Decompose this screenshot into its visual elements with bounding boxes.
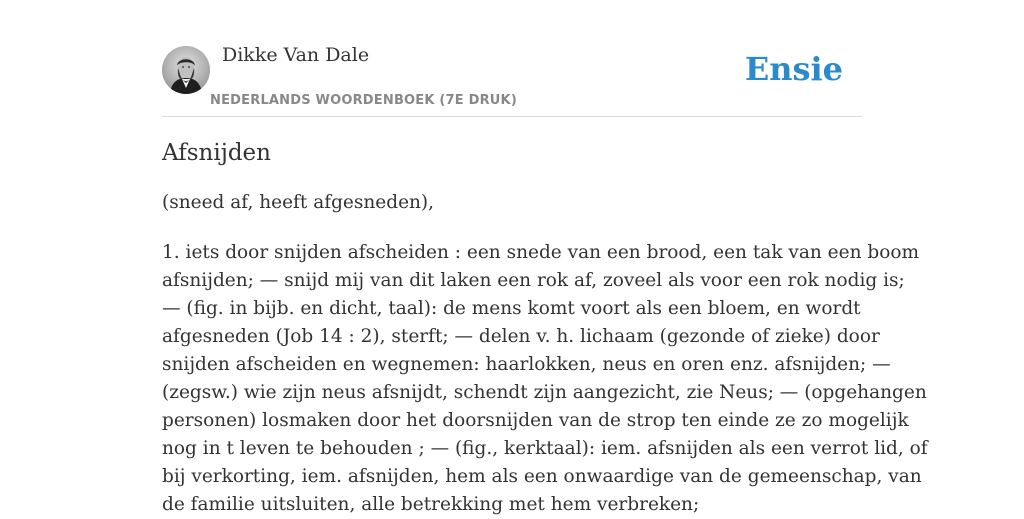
header [162,0,862,117]
definition-line: afgesneden (Job 14 : 2), sterft; — delen v. h. lichaam (gezonde of zieke) door [162,326,880,347]
definition-line: (zegsw.) wie zijn neus afsnijdt, schendt zijn aangezicht, zie Neus; — (opgehangen [162,382,927,403]
page [162,0,928,515]
definition-line: snijden afscheiden en wegnemen: haarlokken, neus en oren enz. afsnijden; — [162,354,891,375]
definition-line: afsnijden; — snijd mij van dit laken een rok af, zoveel als voor een rok nodig is; [162,270,905,291]
definition-line: personen) losmaken door het doorsnijden van de strop ten einde ze zo mogelijk [162,410,909,431]
definition-line: nog in t leven te behouden ; — (fig., kerktaal): iem. afsnijden als een verrot lid, of [162,438,928,459]
author-name[interactable]: Dikke Van Dale [222,44,370,66]
ensie-logo-link[interactable]: Ensie [744,50,843,88]
definition-line: bij verkorting, iem. afsnijden, hem als een onwaardige van de gemeenschap, van [162,466,922,487]
definition-line: — (fig. in bijb. en dicht, taal): de mens komt voort als een bloem, en wordt [162,298,861,319]
entry-definition [162,239,928,519]
definition-line: de familie uitsluiten, alle betrekking met hem verbreken; [162,494,700,515]
entry-grammar-note: (sneed af, heeft afgesneden), [162,192,435,213]
portrait-photo-icon [162,46,210,94]
author-avatar[interactable] [162,46,210,94]
entry-title: Afsnijden [162,140,271,166]
definition-line: 1. iets door snijden afscheiden : een snede van een brood, een tak van een boom [162,242,920,263]
source-name[interactable]: NEDERLANDS WOORDENBOEK (7E DRUK) [210,93,517,108]
